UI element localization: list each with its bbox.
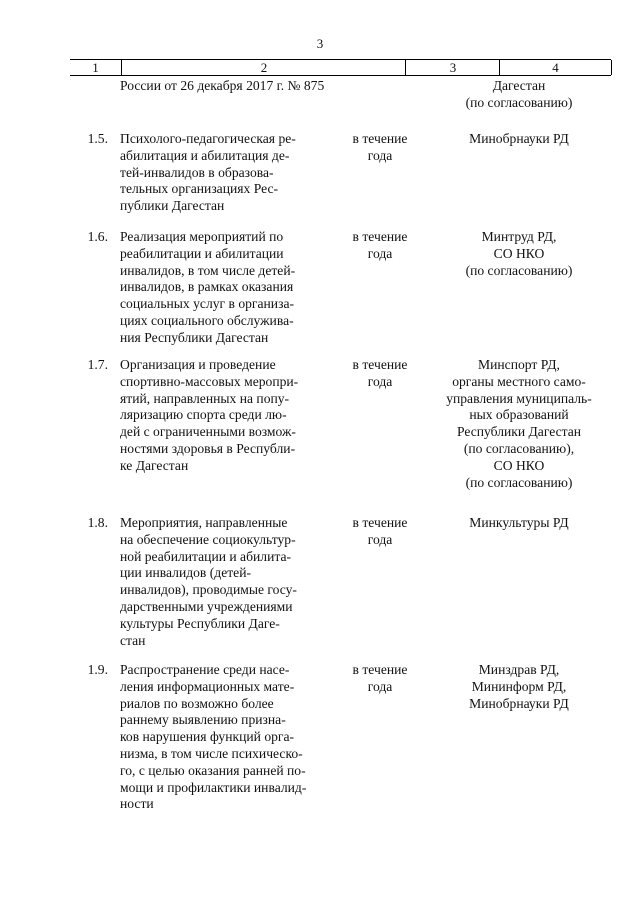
row-term: в течение года [352,357,408,389]
row-term: в течение года [352,662,408,694]
row-description: Реализация мероприятий по реабилитации и абилитации инвалидов, в том числе детей- инвалидов, в рамках оказания социальных услуг в организа- циях социального обслужива- ния Республики Дагестан [120,229,296,345]
row-responsible: Минздрав РД, Мининформ РД, Минобрнауки РД [469,662,569,711]
row-responsible: Минтруд РД, СО НКО (по согласованию) [465,229,573,278]
row-responsible: Минобрнауки РД [469,131,569,146]
row-description: Психолого-педагогическая ре- абилитация и абилитация де- тей-инвалидов в образова- тельных организациях Рес- публики Дагестан [120,131,296,214]
continuation-text: России от 26 декабря 2017 г. № 875 [120,78,325,93]
row-term: в течение года [352,229,408,261]
row-responsible: Минкультуры РД [469,515,569,530]
row-responsible: Минспорт РД, органы местного само- управления муниципаль- ных образований Республики Дагестан (по согласованию), СО НКО (по согласованию) [446,357,592,490]
row-description: Мероприятия, направленные на обеспечение социокультур- ной реабилитации и абилита- ции инвалидов (детей- инвалидов), проводимые госу- дарственными учреждениями культуры Республики Даге- стан [120,515,297,648]
row-term: в течение года [352,131,408,163]
row-number: 1.8. [87,515,108,530]
header-col-4: 4 [499,60,612,75]
row-number: 1.5. [87,131,108,146]
row-term: в течение года [352,515,408,547]
header-col-1: 1 [92,60,99,75]
continuation-responsible: Дагестан (по согласованию) [465,78,573,110]
row-number: 1.7. [87,357,108,372]
row-number: 1.6. [87,229,108,244]
row-description: Организация и проведение спортивно-массовых меропри- ятий, направленных на попу- ляризацию спорта среди лю- дей с ограниченными возмож- ностями здоровья в Республи- ке Дагестан [120,357,299,473]
page-number: 3 [316,36,324,51]
row-number: 1.9. [87,662,108,677]
header-col-2: 2 [121,60,406,75]
header-col-3: 3 [405,60,500,75]
row-description: Распространение среди насе- ления информационных мате- риалов по возможно более раннему выявлению призна- ков нарушения функций орга- низма, в том числе психическо- го, с целью оказания ранней по- мощи и профилактики инвалид- ности [120,662,307,812]
table-header [70,59,611,76]
